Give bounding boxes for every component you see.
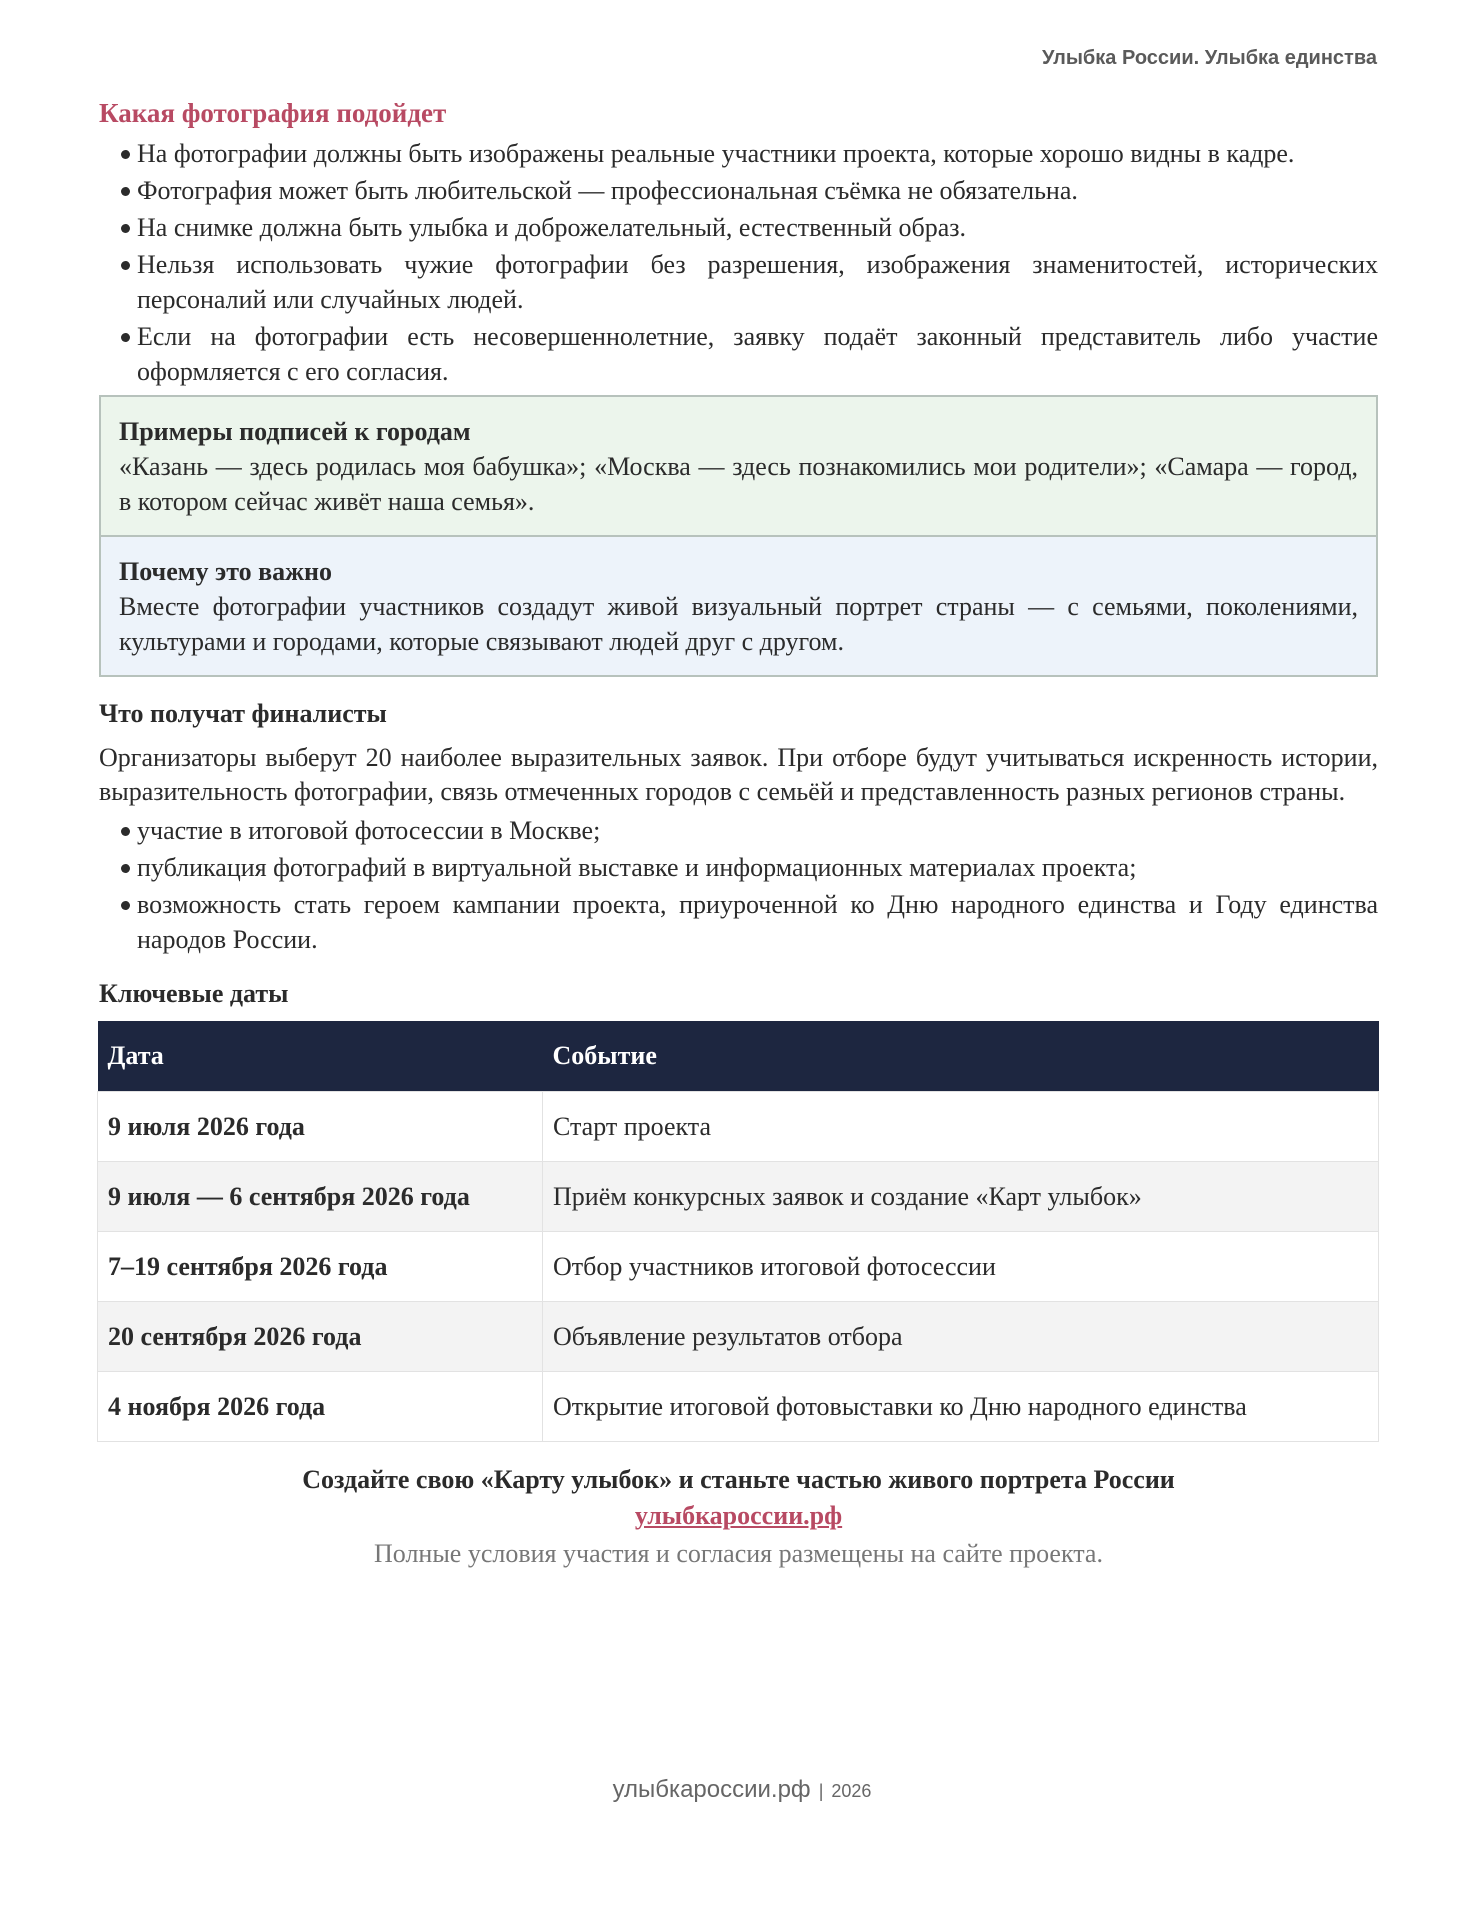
finalists-intro: Организаторы выберут 20 наиболее выразительных заявок. При отборе будут учитываться искренность истории, выразительность фотографии, связь отмеченных городов с семьёй и представленность разных регионов страны. [99,743,1378,806]
date-cell: 9 июля — 6 сентября 2026 года [98,1162,543,1232]
list-item: участие в итоговой фотосессии в Москве; [99,813,1378,848]
list-item: На фотографии должны быть изображены реальные участники проекта, которые хорошо видны в кадре. [99,136,1378,171]
callout-importance [101,537,1376,675]
table-row [98,1092,1379,1162]
event-cell: Объявление результатов отбора [543,1302,1379,1372]
event-cell: Старт проекта [543,1092,1379,1162]
photo-requirements-list [99,136,1378,389]
page-footer [0,1776,1484,1804]
dates-title: Ключевые даты [99,979,289,1008]
list-item: Фотография может быть любительской — профессиональная съёмка не обязательна. [99,173,1378,208]
event-cell: Открытие итоговой фотовыставки ко Дню народного единства [543,1372,1379,1442]
callout-group [99,395,1378,677]
column-header-event: Событие [543,1021,1379,1092]
list-item: возможность стать героем кампании проекта, приуроченной ко Дню народного единства и Году единства народов России. [99,887,1378,957]
website-link[interactable]: улыбкароссии.рф [634,1501,843,1530]
callout-examples-text: «Казань — здесь родилась моя бабушка»; «Москва — здесь познакомились мои родители»; «Самара — город, в котором сейчас живёт наша семья». [119,452,1358,516]
event-cell: Приём конкурсных заявок и создание «Карт улыбок» [543,1162,1379,1232]
footer-separator: | [818,1781,824,1801]
callout-examples-title: Примеры подписей к городам [119,417,471,446]
list-item: публикация фотографий в виртуальной выставке и информационных материалах проекта; [99,850,1378,885]
finalists-list [99,813,1378,957]
date-cell: 7–19 сентября 2026 года [98,1232,543,1302]
table-header-row [98,1021,1379,1092]
running-header: Улыбка России. Улыбка единства [1041,47,1377,69]
callout-examples [101,397,1376,537]
cta-headline: Создайте свою «Карту улыбок» и станьте частью живого портрета России [302,1465,1175,1494]
table-row [98,1162,1379,1232]
key-dates-table [97,1021,1379,1442]
table-row [98,1302,1379,1372]
column-header-date: Дата [98,1021,543,1092]
table-row [98,1372,1379,1442]
content-column [99,96,1378,1574]
callout-importance-text: Вместе фотографии участников создадут живой визуальный портрет страны — с семьями, поколениями, культурами и городами, которые связывают людей друг с другом. [119,592,1358,656]
footer-year: 2026 [831,1781,872,1801]
table-row [98,1232,1379,1302]
event-cell: Отбор участников итоговой фотосессии [543,1232,1379,1302]
finalists-title: Что получат финалисты [99,699,387,728]
date-cell: 9 июля 2026 года [98,1092,543,1162]
date-cell: 4 ноября 2026 года [98,1372,543,1442]
list-item: Нельзя использовать чужие фотографии без разрешения, изображения знаменитостей, исторических персоналий или случайных людей. [99,247,1378,317]
date-cell: 20 сентября 2026 года [98,1302,543,1372]
callout-importance-title: Почему это важно [119,557,333,586]
list-item: Если на фотографии есть несовершеннолетние, заявку подаёт законный представитель либо участие оформляется с его согласия. [99,319,1378,389]
list-item: На снимке должна быть улыбка и доброжелательный, естественный образ. [99,210,1378,245]
photo-section-title: Какая фотография подойдет [99,98,447,128]
cta-note: Полные условия участия и согласия размещены на сайте проекта. [374,1539,1103,1568]
footer-site: улыбкароссии.рф [612,1776,811,1803]
